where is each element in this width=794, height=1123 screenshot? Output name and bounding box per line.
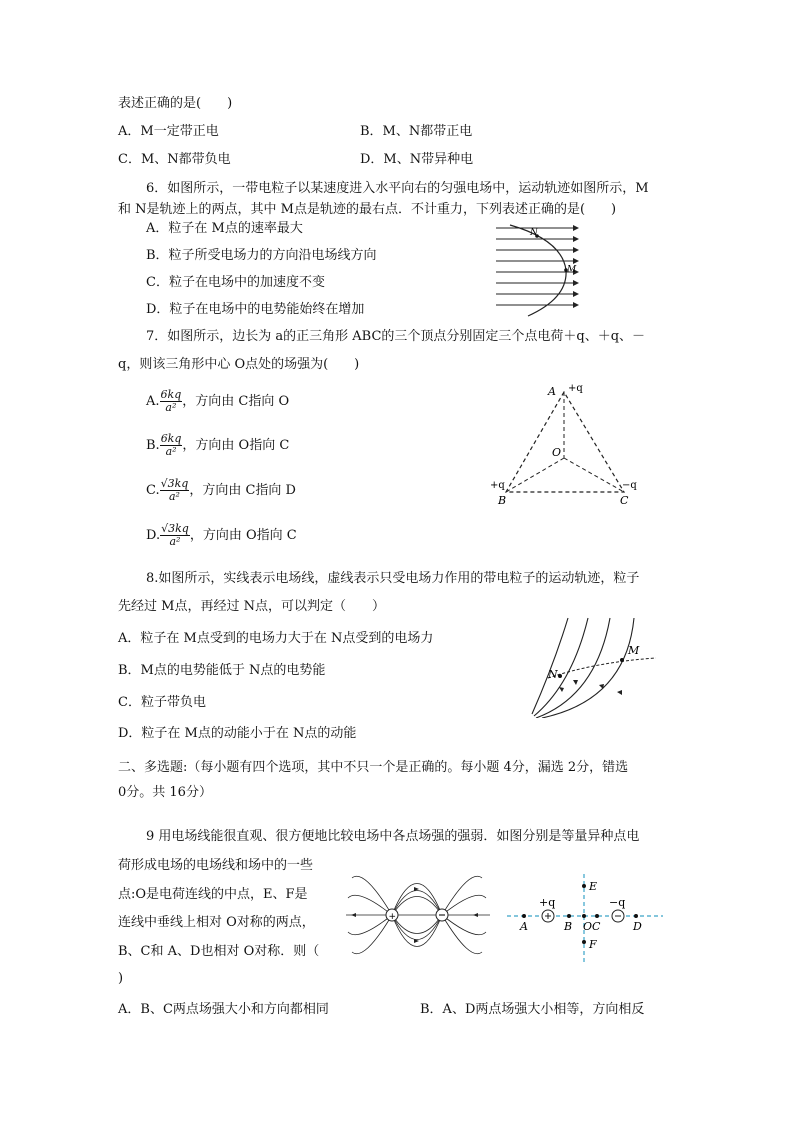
section2-header-line2: 0分。共 16分）	[118, 785, 212, 800]
q5-option-c: C．M、N都带负电	[118, 152, 231, 167]
q6-option-b: B．粒子所受电场力的方向沿电场线方向	[146, 248, 377, 263]
q9-label-minus-q: −q	[609, 896, 626, 909]
q6-uniform-field-figure	[492, 222, 584, 318]
q8-label-m: M	[628, 644, 640, 657]
q7-option-d-letter: D.	[146, 528, 161, 543]
q9-label-f: F	[589, 938, 597, 951]
denominator: a²	[165, 445, 177, 458]
q9-option-b: B．A、D两点场强大小相等，方向相反	[420, 1002, 645, 1017]
q7-option-a-text: ，方向由 C指向 O	[182, 394, 290, 409]
q7-stem-line1: 7．如图所示，边长为 a的正三角形 ABC的三个顶点分别固定三个点电荷＋q、＋q、－	[146, 329, 646, 344]
q7-label-c: C	[620, 494, 629, 507]
q9-label-e: E	[589, 880, 598, 893]
q9-label-oc: OC	[583, 920, 601, 933]
numerator: 6kq	[160, 388, 182, 401]
q7-option-c	[146, 478, 296, 503]
q9-stem-line3: 点:O是电荷连线的中点，E、F是	[118, 887, 308, 902]
q6-option-d: D．粒子在电场中的电势能始终在增加	[146, 302, 365, 317]
q7-option-c-letter: C.	[146, 483, 160, 498]
numerator: √3kq	[160, 477, 189, 490]
denominator: a²	[169, 535, 181, 548]
q9-stem-line2: 荷形成电场的电场线和场中的一些	[118, 858, 314, 873]
q7-option-d	[146, 523, 297, 548]
q7-option-b	[146, 433, 289, 458]
q9-positive-charge-sign: +	[388, 912, 397, 922]
denominator: a²	[165, 401, 177, 414]
q7-label-o: O	[552, 446, 562, 459]
q7-label-b-charge: +q	[490, 480, 505, 491]
q9-option-a: A．B、C两点场强大小和方向都相同	[118, 1002, 329, 1017]
q7-label-c-charge: −q	[622, 480, 637, 491]
q9-dipole-field-figure	[344, 858, 494, 968]
q9-stem-line5: B、C和 A、D也相对 O对称．则（	[118, 944, 320, 959]
q5-stem-tail: 表述正确的是( )	[118, 96, 233, 111]
q6-label-n: N	[530, 228, 538, 238]
q8-label-n: N	[548, 668, 558, 681]
q8-field-lines-figure	[526, 614, 662, 718]
q7-option-b-text: ，方向由 O指向 C	[182, 438, 290, 453]
q8-stem-line2: 先经过 M点，再经过 N点，可以判定（ ）	[118, 599, 385, 614]
q9-stem-line4: 连线中垂线上相对 O对称的两点，	[118, 915, 315, 930]
q7-option-d-fraction	[160, 523, 190, 548]
q9-label-plus-q: +q	[539, 896, 556, 909]
q9-stem-line1: 9 用电场线能很直观、很方便地比较电场中各点场强的强弱．如图分别是等量异种点电	[146, 829, 640, 844]
denominator: a²	[169, 490, 180, 503]
q5-option-a: A．M一定带正电	[118, 124, 219, 139]
q6-option-c: C．粒子在电场中的加速度不变	[146, 275, 325, 290]
q7-stem-line2: q，则该三角形中心 O点处的场强为( )	[118, 357, 360, 372]
q8-option-b: B．M点的电势能低于 N点的电势能	[118, 663, 326, 678]
q5-option-b: B．M、N都带正电	[360, 124, 473, 139]
q9-stem-line6: )	[118, 971, 124, 986]
q7-label-a: A	[548, 385, 556, 398]
q7-option-b-fraction	[160, 433, 183, 458]
q7-option-c-fraction	[160, 478, 190, 503]
q9-points-figure	[505, 872, 667, 964]
q7-label-b: B	[498, 494, 507, 507]
q9-label-b: B	[564, 920, 573, 933]
q7-option-a-fraction	[160, 389, 183, 414]
q8-option-a: A．粒子在 M点受到的电场力大于在 N点受到的电场力	[118, 631, 434, 646]
q8-option-c: C．粒子带负电	[118, 695, 206, 710]
q6-stem-line2: 和 N是轨迹上的两点，其中 M点是轨迹的最右点．不计重力，下列表述正确的是( )	[118, 202, 617, 217]
section2-header-line1: 二、多选题:（每小题有四个选项，其中不只一个是正确的。每小题 4分，漏选 2分，错选	[118, 760, 629, 775]
q8-option-d: D．粒子在 M点的动能小于在 N点的动能	[118, 726, 357, 741]
q9-label-a: A	[520, 920, 528, 933]
q7-label-a-charge: +q	[568, 383, 583, 394]
numerator: √3kq	[161, 522, 189, 535]
q5-option-d: D．M、N带异种电	[360, 152, 474, 167]
q6-option-a: A．粒子在 M点的速率最大	[146, 221, 303, 236]
q7-option-d-text: ，方向由 O指向 C	[189, 528, 297, 543]
q7-triangle-figure	[486, 378, 646, 510]
q7-option-a-letter: A.	[146, 394, 160, 409]
q6-stem-line1: 6．如图所示，一带电粒子以某速度进入水平向右的匀强电场中，运动轨迹如图所示，M	[146, 181, 649, 196]
q7-option-a	[146, 389, 289, 414]
q7-option-b-letter: B.	[146, 438, 160, 453]
q9-label-d: D	[633, 920, 642, 933]
q7-option-c-text: ，方向由 C指向 D	[189, 483, 296, 498]
q6-label-m: M	[567, 265, 577, 275]
numerator: 6kq	[160, 432, 182, 445]
q8-stem-line1: 8.如图所示，实线表示电场线，虚线表示只受电场力作用的带电粒子的运动轨迹，粒子	[146, 571, 640, 586]
